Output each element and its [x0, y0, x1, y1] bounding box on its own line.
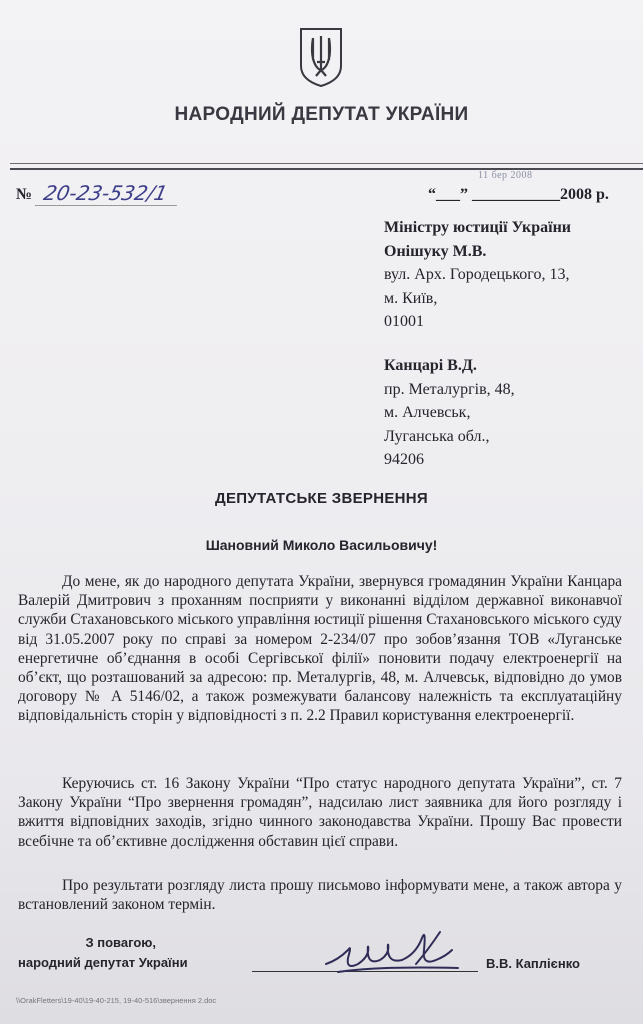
recipient-line: вул. Арх. Городецького, 13, — [384, 266, 570, 284]
closing-regards: З повагою, — [85, 935, 156, 950]
header-divider-thick — [10, 168, 643, 170]
recipient-line: Міністру юстиції України — [384, 219, 571, 236]
recipient-line: Луганська обл., — [384, 427, 490, 445]
recipient-line: пр. Металургів, 48, — [384, 380, 515, 398]
trident-coat-of-arms-icon — [298, 26, 344, 88]
header-title: НАРОДНИЙ ДЕПУТАТ УКРАЇНИ — [174, 104, 469, 125]
recipient-line: м. Алчевськ, — [384, 404, 471, 422]
body-paragraph: До мене, як до народного депутата України, звернувся громадянин України Канцара Валерій Дмитрович з проханням посприяти у виконанні відділом державної виконавчої служби Стахановського міського управління юстиції рішення Стахановського міського суду від 31.05.2007 року по справі за номером 2-234/07 про зобов’язання ТОВ «Луганське енергетичне об’єднання в особі Сергівської філії» поновити подачу електроенергії на об’єкт, що розташований за адресою: пр. Металургів, 48, м. Алчевськ, відповідно до умов договору № А 5146/02, а також розмежувати балансову належність та експлуатаційну відповідальність сторін у відповідності з п. 2.2 Правил користування електроенергії. — [18, 573, 622, 725]
body-paragraph: Про результати розгляду листа прошу письмово інформувати мене, а також автора у встановлений законом термін. — [18, 877, 622, 914]
body-paragraph: Керуючись ст. 16 Закону України “Про статус народного депутата України”, ст. 7 Закону України “Про звернення громадян”, надсилаю лист заявника для його розгляду і вжиття відповідних заходів, згідно чинного законодавства України. Прошу Вас провести всебічне та об’єктивне дослідження обставин цієї справи. — [18, 775, 622, 850]
recipient-line: 01001 — [384, 313, 424, 331]
handwritten-signature — [318, 920, 468, 980]
recipient-line: Онішуку М.В. — [384, 242, 487, 260]
signer-name: В.В. Каплієнко — [486, 956, 580, 971]
date-line: “___” ___________2008 р. — [428, 186, 609, 203]
file-path-footer: \\OrakFletters\19-40\19-40-215, 19-40-516\звернення 2.doc — [16, 996, 217, 1005]
header-divider-thin — [10, 163, 643, 164]
recipient-line: 94206 — [384, 451, 424, 469]
recipient-line: м. Київ, — [384, 289, 438, 307]
document-number-label: № — [16, 186, 33, 203]
recipient-ministry — [384, 216, 571, 334]
registration-stamp-date: 11 бер 2008 — [478, 170, 533, 181]
closing-position: народний депутат України — [18, 955, 188, 970]
salutation: Шановний Миколо Васильовичу! — [205, 537, 438, 553]
closing-block — [18, 933, 238, 973]
document-number-handwritten: 20-23-532/1 — [35, 181, 181, 206]
document-title: ДЕПУТАТСЬКЕ ЗВЕРНЕННЯ — [214, 490, 429, 507]
recipient-applicant — [384, 354, 515, 472]
recipient-line: Канцарі В.Д. — [384, 357, 477, 374]
